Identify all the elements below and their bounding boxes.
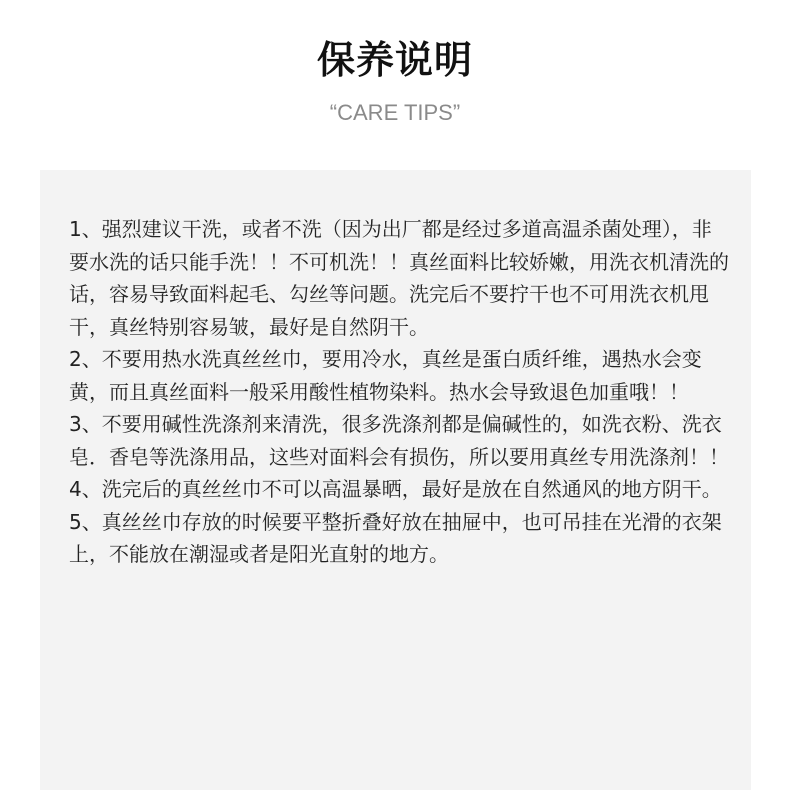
- tip-1: 1、强烈建议干洗，或者不洗（因为出厂都是经过多道高温杀菌处理），非要水洗的话只能手洗！！不可机洗！！真丝面料比较娇嫩，用洗衣机清洗的话，容易导致面料起毛、勾丝等问题。洗完后不要拧干也不可用洗衣机甩干，真丝特别容易皱，最好是自然阴干。: [69, 217, 729, 339]
- tip-4: 4、洗完后的真丝丝巾不可以高温暴晒，最好是放在自然通风的地方阴干。: [69, 477, 722, 501]
- tips-content: [69, 213, 729, 571]
- tip-2: 2、不要用热水洗真丝丝巾，要用冷水，真丝是蛋白质纤维，遇热水会变黄，而且真丝面料一般采用酸性植物染料。热水会导致退色加重哦！！: [69, 347, 702, 404]
- page-title: 保养说明: [316, 38, 473, 82]
- tip-3: 3、不要用碱性洗涤剂来清洗，很多洗涤剂都是偏碱性的，如洗衣粉、洗衣皂．香皂等洗涤用品，这些对面料会有损伤，所以要用真丝专用洗涤剂！！: [69, 412, 729, 469]
- tip-5: 5、真丝丝巾存放的时候要平整折叠好放在抽屉中，也可吊挂在光滑的衣架上，不能放在潮湿或者是阳光直射的地方。: [69, 509, 722, 566]
- page-subtitle: “CARE TIPS”: [329, 100, 461, 125]
